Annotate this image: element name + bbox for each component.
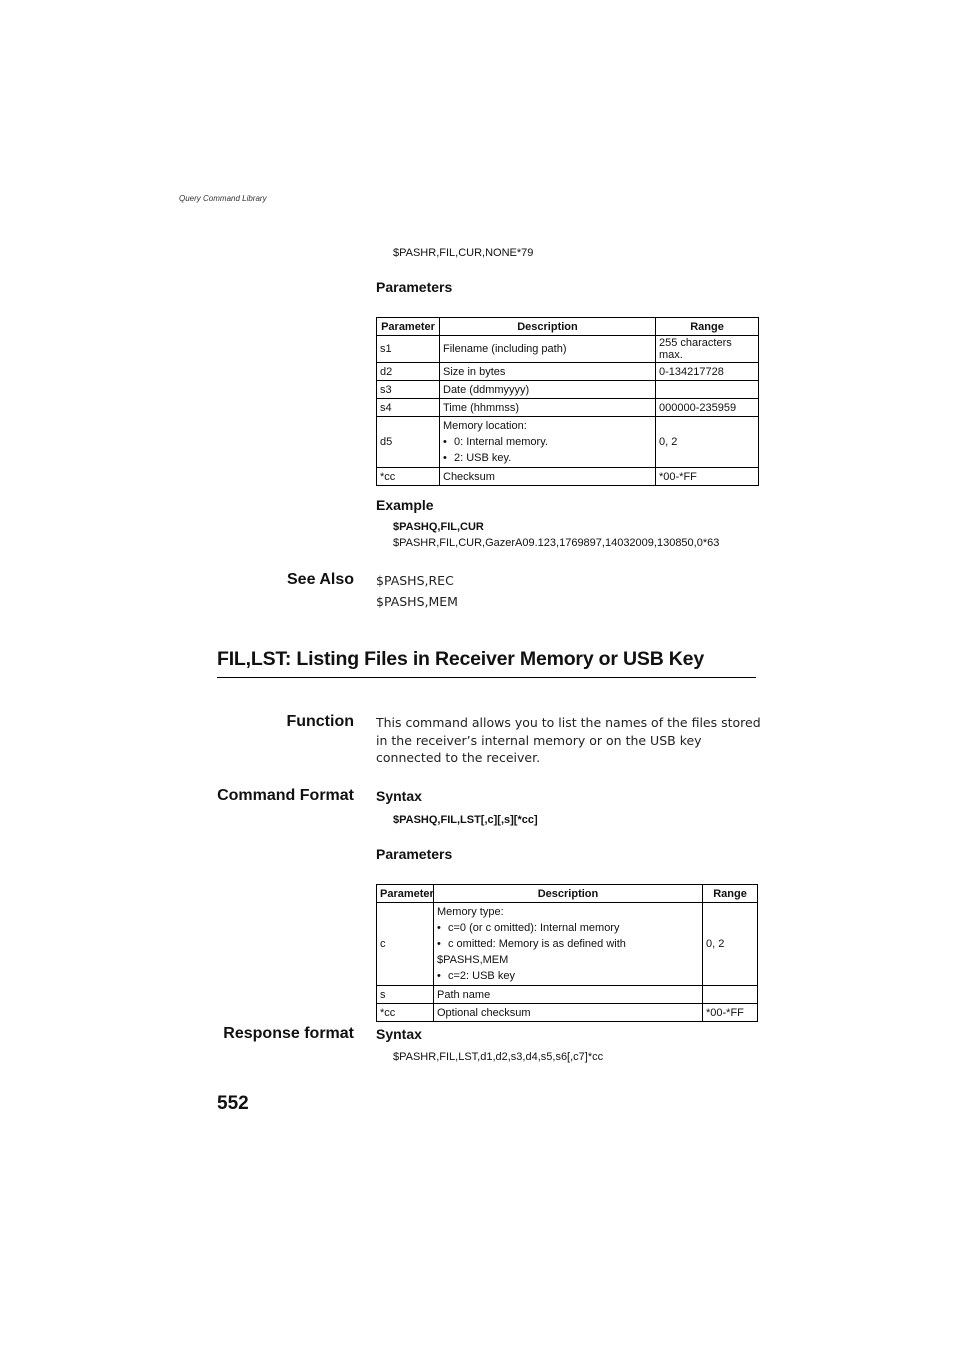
bullet-item: • c omitted: Memory is as defined with $PASHS,MEM xyxy=(437,936,699,968)
table-row xyxy=(377,417,759,468)
page-number: 552 xyxy=(217,1093,249,1114)
parameters-table-lst xyxy=(376,884,758,1022)
function-text-line: connected to the receiver. xyxy=(376,750,541,765)
function-text-line: in the receiver’s internal memory or on the USB key xyxy=(376,732,702,748)
function-text xyxy=(376,714,766,767)
table-row xyxy=(377,381,759,399)
section-rule xyxy=(217,677,756,678)
see-also-link: $PASHS,REC xyxy=(376,573,454,588)
description-line: Memory type: xyxy=(437,906,504,918)
description-cell xyxy=(434,903,703,986)
description-line: Memory location: xyxy=(443,420,527,432)
see-also-link: $PASHS,MEM xyxy=(376,594,458,609)
response-format-label: Response format xyxy=(223,1025,354,1042)
param-cell: c xyxy=(377,903,434,986)
column-header: Description xyxy=(440,318,656,336)
table-row xyxy=(377,399,759,417)
column-header: Parameter xyxy=(377,885,434,903)
column-header: Range xyxy=(656,318,759,336)
param-cell: d2 xyxy=(377,363,440,381)
range-cell: *00-*FF xyxy=(703,1004,758,1022)
section-title: FIL,LST: Listing Files in Receiver Memory or USB Key xyxy=(217,648,704,670)
param-cell: *cc xyxy=(377,1004,434,1022)
example-query: $PASHQ,FIL,CUR xyxy=(393,521,484,533)
column-header: Parameter xyxy=(377,318,440,336)
param-cell: s3 xyxy=(377,381,440,399)
param-cell: s4 xyxy=(377,399,440,417)
range-cell: 0, 2 xyxy=(703,903,758,986)
table-row xyxy=(377,1004,758,1022)
param-cell: s1 xyxy=(377,336,440,363)
range-cell: 0, 2 xyxy=(656,417,759,468)
description-cell: Optional checksum xyxy=(434,1004,703,1022)
bullet-item: • c=0 (or c omitted): Internal memory xyxy=(437,920,699,936)
range-cell: 255 characters max. xyxy=(656,336,759,363)
example-response: $PASHR,FIL,CUR,GazerA09.123,1769897,14032009,130850,0*63 xyxy=(393,537,720,549)
syntax-heading: Syntax xyxy=(376,788,422,804)
parameters-table-cur xyxy=(376,317,759,486)
bullet-item: • 2: USB key. xyxy=(443,450,652,466)
column-header: Range xyxy=(703,885,758,903)
description-cell: Checksum xyxy=(440,468,656,486)
description-cell: Path name xyxy=(434,986,703,1004)
param-cell: s xyxy=(377,986,434,1004)
table-row xyxy=(377,363,759,381)
response-syntax-line: $PASHR,FIL,LST,d1,d2,s3,d4,s5,s6[,c7]*cc xyxy=(393,1051,604,1063)
running-header: Query Command Library xyxy=(179,194,267,203)
see-also-label: See Also xyxy=(287,571,354,588)
bullet-item: • 0: Internal memory. xyxy=(443,434,652,450)
range-cell: 000000-235959 xyxy=(656,399,759,417)
parameters-heading: Parameters xyxy=(376,279,453,295)
range-cell xyxy=(703,986,758,1004)
range-cell: 0-134217728 xyxy=(656,363,759,381)
description-cell: Filename (including path) xyxy=(440,336,656,363)
response-line: $PASHR,FIL,CUR,NONE*79 xyxy=(393,247,534,259)
range-cell: *00-*FF xyxy=(656,468,759,486)
description-cell: Date (ddmmyyyy) xyxy=(440,381,656,399)
range-cell xyxy=(656,381,759,399)
table-row xyxy=(377,986,758,1004)
table-row xyxy=(377,468,759,486)
function-label: Function xyxy=(286,713,354,730)
param-cell: d5 xyxy=(377,417,440,468)
table-row xyxy=(377,336,759,363)
description-cell: Size in bytes xyxy=(440,363,656,381)
syntax-line: $PASHQ,FIL,LST[,c][,s][*cc] xyxy=(393,814,538,826)
column-header: Description xyxy=(434,885,703,903)
example-heading: Example xyxy=(376,497,434,513)
description-cell xyxy=(440,417,656,468)
command-format-label: Command Format xyxy=(217,787,354,804)
bullet-item: • c=2: USB key xyxy=(437,968,699,984)
description-cell: Time (hhmmss) xyxy=(440,399,656,417)
parameters-heading-lst: Parameters xyxy=(376,846,453,862)
function-text-line: This command allows you to list the names of the files stored xyxy=(376,715,761,730)
param-cell: *cc xyxy=(377,468,440,486)
response-syntax-heading: Syntax xyxy=(376,1026,422,1042)
table-row xyxy=(377,903,758,986)
